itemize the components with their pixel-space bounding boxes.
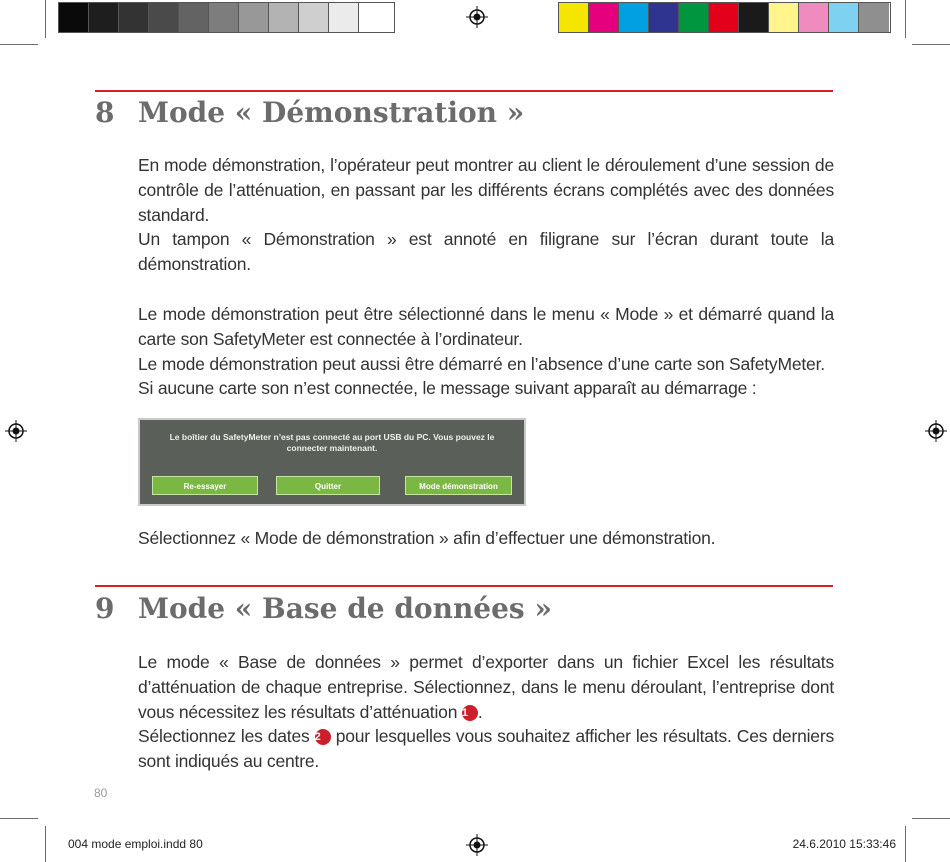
color-swatch <box>149 3 179 32</box>
section-title: Mode « Démonstration » <box>138 96 525 129</box>
section9-body <box>138 650 834 774</box>
color-swatch <box>359 3 389 32</box>
paragraph-text: . <box>477 701 483 722</box>
color-swatch <box>269 3 299 32</box>
crop-mark <box>905 0 906 38</box>
dialog-message: Le boîtier du SafetyMeter n’est pas connecté au port USB du PC. Vous pouvez le connecter maintenant. <box>169 432 495 453</box>
callout-badge-1: 1 <box>462 705 478 721</box>
color-swatch <box>769 3 799 32</box>
crop-mark <box>912 818 950 819</box>
paragraph <box>138 724 834 774</box>
footer-datetime: 24.6.2010 15:33:46 <box>792 837 896 851</box>
color-swatch <box>859 3 889 32</box>
color-swatch <box>739 3 769 32</box>
section8-body-3 <box>138 526 834 551</box>
section8-body-2 <box>138 302 834 401</box>
color-swatch <box>709 3 739 32</box>
registration-mark-icon <box>466 834 488 856</box>
color-swatch <box>589 3 619 32</box>
demo-mode-button[interactable]: Mode démonstration <box>405 476 512 495</box>
registration-mark-icon <box>5 420 27 442</box>
color-swatch <box>559 3 589 32</box>
color-swatch <box>119 3 149 32</box>
section-divider <box>95 90 833 92</box>
footer-filename: 004 mode emploi.indd 80 <box>68 837 203 851</box>
color-swatch <box>299 3 329 32</box>
color-swatch <box>329 3 359 32</box>
paragraph: Le mode démonstration peut être sélectionné dans le menu « Mode » et démarré quand la carte son SafetyMeter est connectée à l’ordinateur. <box>138 304 834 349</box>
crop-mark <box>0 44 38 45</box>
paragraph-text: pour lesquelles vous souhaitez afficher les résultats. Ces derniers sont indiqués au centre. <box>138 726 834 772</box>
color-swatch <box>59 3 89 32</box>
crop-mark <box>905 826 906 862</box>
color-swatch <box>209 3 239 32</box>
crop-mark <box>45 0 46 38</box>
color-swatch <box>619 3 649 32</box>
page-number: 80 <box>94 786 108 800</box>
paragraph: En mode démonstration, l’opérateur peut montrer au client le déroulement d’une session de contrôle de l’atténuation, en passant par les différents écrans complétés avec des données standard. <box>138 155 834 225</box>
crop-mark <box>0 818 38 819</box>
process-color-bar <box>558 2 891 33</box>
paragraph <box>138 650 834 724</box>
section-number: 9 <box>95 592 115 625</box>
usb-warning-dialog <box>138 418 526 506</box>
color-swatch <box>649 3 679 32</box>
paragraph: Le mode démonstration peut aussi être démarré en l’absence d’une carte son SafetyMeter. <box>138 353 825 374</box>
paragraph-text: Sélectionnez les dates <box>138 726 310 747</box>
grayscale-color-bar <box>58 2 395 33</box>
section-number: 8 <box>95 96 115 129</box>
color-swatch <box>239 3 269 32</box>
section-divider <box>95 585 833 587</box>
color-swatch <box>89 3 119 32</box>
section8-body <box>138 153 834 277</box>
color-swatch <box>679 3 709 32</box>
paragraph: Si aucune carte son n’est connectée, le message suivant apparaît au démarrage : <box>138 378 757 399</box>
color-swatch <box>829 3 859 32</box>
paragraph-text: Le mode « Base de données » permet d’exporter dans un fichier Excel les résultats d’atténuation de chaque entreprise. Sélectionnez, dans le menu déroulant, l’entreprise dont vous nécessitez les résultats d’atténuation <box>138 652 834 722</box>
crop-mark <box>912 44 950 45</box>
retry-button[interactable]: Re-essayer <box>152 476 258 495</box>
color-swatch <box>799 3 829 32</box>
callout-badge-2: 2 <box>315 729 331 745</box>
paragraph: Un tampon « Démonstration » est annoté en filigrane sur l’écran durant toute la démonstration. <box>138 229 834 275</box>
registration-mark-icon <box>466 6 488 28</box>
paragraph: Sélectionnez « Mode de démonstration » afin d’effectuer une démonstration. <box>138 528 716 548</box>
crop-mark <box>45 826 46 862</box>
quit-button[interactable]: Quitter <box>276 476 380 495</box>
registration-mark-icon <box>925 420 947 442</box>
color-swatch <box>179 3 209 32</box>
section-title: Mode « Base de données » <box>138 592 552 625</box>
